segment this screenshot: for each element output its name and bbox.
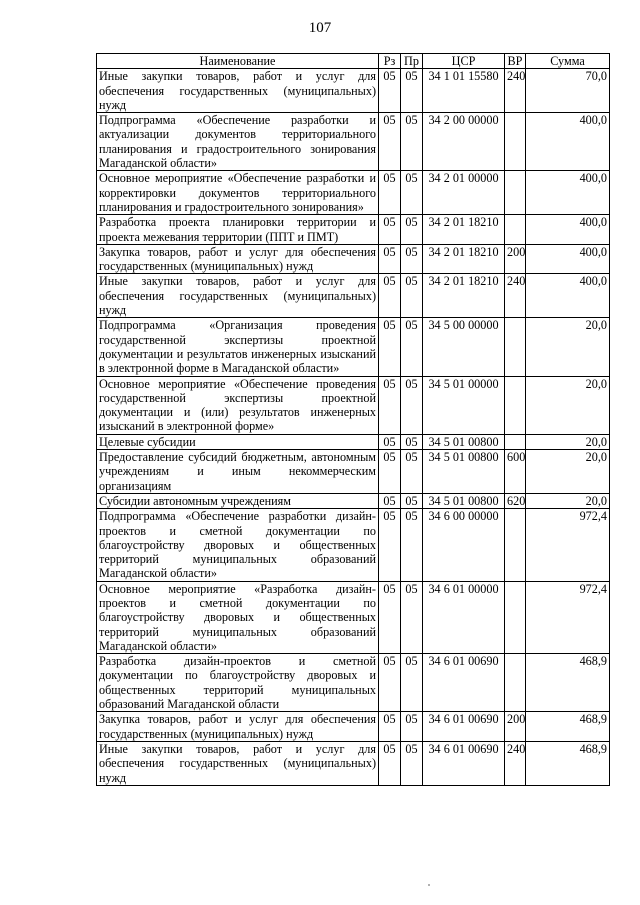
row-csr: 34 2 01 18210 — [423, 215, 505, 245]
row-pr: 05 — [401, 376, 423, 434]
row-sum: 400,0 — [526, 215, 610, 245]
row-rz: 05 — [379, 318, 401, 376]
row-sum: 972,4 — [526, 509, 610, 581]
row-vr: 240 — [505, 69, 526, 113]
row-csr: 34 5 01 00000 — [423, 376, 505, 434]
row-csr: 34 5 00 00000 — [423, 318, 505, 376]
table-row — [97, 493, 610, 508]
table-row — [97, 581, 610, 653]
row-name: Иные закупки товаров, работ и услуг для обеспечения государственных (муниципальных) нужд — [97, 741, 379, 785]
row-sum: 20,0 — [526, 450, 610, 494]
row-pr: 05 — [401, 741, 423, 785]
row-rz: 05 — [379, 509, 401, 581]
row-csr: 34 2 01 00000 — [423, 171, 505, 215]
table-row — [97, 318, 610, 376]
row-rz: 05 — [379, 244, 401, 274]
table-row — [97, 171, 610, 215]
table-row — [97, 244, 610, 274]
row-rz: 05 — [379, 171, 401, 215]
row-pr: 05 — [401, 113, 423, 171]
row-pr: 05 — [401, 581, 423, 653]
row-csr: 34 6 01 00690 — [423, 654, 505, 712]
row-vr: 620 — [505, 493, 526, 508]
header-name: Наименование — [97, 54, 379, 69]
table-row — [97, 654, 610, 712]
table-row — [97, 376, 610, 434]
row-pr: 05 — [401, 434, 423, 449]
row-rz: 05 — [379, 274, 401, 318]
row-name: Субсидии автономным учреждениям — [97, 493, 379, 508]
row-name: Основное мероприятие «Обеспечение разработки и корректировки документов территориального планирования и градостроительного зонирования» — [97, 171, 379, 215]
row-sum: 400,0 — [526, 171, 610, 215]
row-pr: 05 — [401, 244, 423, 274]
row-name: Разработка дизайн-проектов и сметной документации по благоустройству дворовых и общественных территорий муниципальных образований Магаданской области — [97, 654, 379, 712]
row-csr: 34 6 01 00690 — [423, 712, 505, 742]
row-vr — [505, 171, 526, 215]
row-sum: 70,0 — [526, 69, 610, 113]
row-pr: 05 — [401, 712, 423, 742]
row-rz: 05 — [379, 434, 401, 449]
row-csr: 34 5 01 00800 — [423, 450, 505, 494]
header-sum: Сумма — [526, 54, 610, 69]
row-name: Разработка проекта планировки территории и проекта межевания территории (ППТ и ПМТ) — [97, 215, 379, 245]
row-rz: 05 — [379, 581, 401, 653]
row-vr — [505, 318, 526, 376]
table-row — [97, 450, 610, 494]
row-sum: 468,9 — [526, 712, 610, 742]
row-sum: 20,0 — [526, 318, 610, 376]
row-name: Основное мероприятие «Обеспечение проведения государственной экспертизы проектной документации и (или) результатов инженерных изысканий в электронной форме» — [97, 376, 379, 434]
row-vr — [505, 654, 526, 712]
scan-speck — [428, 884, 430, 886]
header-csr: ЦСР — [423, 54, 505, 69]
row-pr: 05 — [401, 450, 423, 494]
row-rz: 05 — [379, 712, 401, 742]
header-vr: ВР — [505, 54, 526, 69]
row-name: Основное мероприятие «Разработка дизайн-проектов и сметной документации по благоустройству дворовых и общественных территорий муниципальных образований Магаданской области» — [97, 581, 379, 653]
row-vr — [505, 376, 526, 434]
row-pr: 05 — [401, 274, 423, 318]
row-name: Целевые субсидии — [97, 434, 379, 449]
row-rz: 05 — [379, 450, 401, 494]
header-rz: Рз — [379, 54, 401, 69]
table-row — [97, 113, 610, 171]
row-sum: 400,0 — [526, 113, 610, 171]
row-vr — [505, 215, 526, 245]
row-rz: 05 — [379, 376, 401, 434]
row-pr: 05 — [401, 171, 423, 215]
table-row — [97, 69, 610, 113]
row-csr: 34 5 01 00800 — [423, 434, 505, 449]
table-row — [97, 712, 610, 742]
row-vr: 240 — [505, 741, 526, 785]
row-pr: 05 — [401, 215, 423, 245]
row-csr: 34 1 01 15580 — [423, 69, 505, 113]
row-name: Иные закупки товаров, работ и услуг для обеспечения государственных (муниципальных) нужд — [97, 274, 379, 318]
row-pr: 05 — [401, 493, 423, 508]
header-pr: Пр — [401, 54, 423, 69]
row-csr: 34 2 01 18210 — [423, 244, 505, 274]
row-rz: 05 — [379, 741, 401, 785]
table-row — [97, 741, 610, 785]
row-sum: 20,0 — [526, 493, 610, 508]
row-sum: 400,0 — [526, 274, 610, 318]
page-number: 107 — [308, 20, 332, 36]
row-vr — [505, 581, 526, 653]
row-csr: 34 2 01 18210 — [423, 274, 505, 318]
row-rz: 05 — [379, 493, 401, 508]
row-csr: 34 5 01 00800 — [423, 493, 505, 508]
row-vr: 600 — [505, 450, 526, 494]
row-vr: 240 — [505, 274, 526, 318]
row-rz: 05 — [379, 215, 401, 245]
row-csr: 34 2 00 00000 — [423, 113, 505, 171]
row-name: Иные закупки товаров, работ и услуг для обеспечения государственных (муниципальных) нужд — [97, 69, 379, 113]
row-csr: 34 6 01 00690 — [423, 741, 505, 785]
table-row — [97, 434, 610, 449]
row-sum: 20,0 — [526, 376, 610, 434]
row-sum: 468,9 — [526, 654, 610, 712]
row-csr: 34 6 00 00000 — [423, 509, 505, 581]
row-sum: 468,9 — [526, 741, 610, 785]
row-vr — [505, 113, 526, 171]
table-row — [97, 274, 610, 318]
row-csr: 34 6 01 00000 — [423, 581, 505, 653]
row-vr — [505, 434, 526, 449]
row-rz: 05 — [379, 654, 401, 712]
row-name: Подпрограмма «Обеспечение разработки дизайн-проектов и сметной документации по благоустройству дворовых и общественных территорий муниципальных образований Магаданской области» — [97, 509, 379, 581]
table-row — [97, 509, 610, 581]
table-row — [97, 215, 610, 245]
budget-table — [96, 53, 610, 786]
row-sum: 972,4 — [526, 581, 610, 653]
row-rz: 05 — [379, 113, 401, 171]
row-vr — [505, 509, 526, 581]
row-pr: 05 — [401, 654, 423, 712]
row-name: Подпрограмма «Организация проведения государственной экспертизы проектной документации и результатов инженерных изысканий в электронной форме в Магаданской области» — [97, 318, 379, 376]
row-pr: 05 — [401, 69, 423, 113]
row-pr: 05 — [401, 318, 423, 376]
row-sum: 400,0 — [526, 244, 610, 274]
row-vr: 200 — [505, 712, 526, 742]
row-pr: 05 — [401, 509, 423, 581]
row-name: Закупка товаров, работ и услуг для обеспечения государственных (муниципальных) нужд — [97, 244, 379, 274]
table-header-row — [97, 54, 610, 69]
row-name: Закупка товаров, работ и услуг для обеспечения государственных (муниципальных) нужд — [97, 712, 379, 742]
row-rz: 05 — [379, 69, 401, 113]
row-name: Подпрограмма «Обеспечение разработки и актуализации документов территориального планирования и градостроительного зонирования Магаданской области» — [97, 113, 379, 171]
row-vr: 200 — [505, 244, 526, 274]
row-name: Предоставление субсидий бюджетным, автономным учреждениям и иным некоммерческим организациям — [97, 450, 379, 494]
row-sum: 20,0 — [526, 434, 610, 449]
